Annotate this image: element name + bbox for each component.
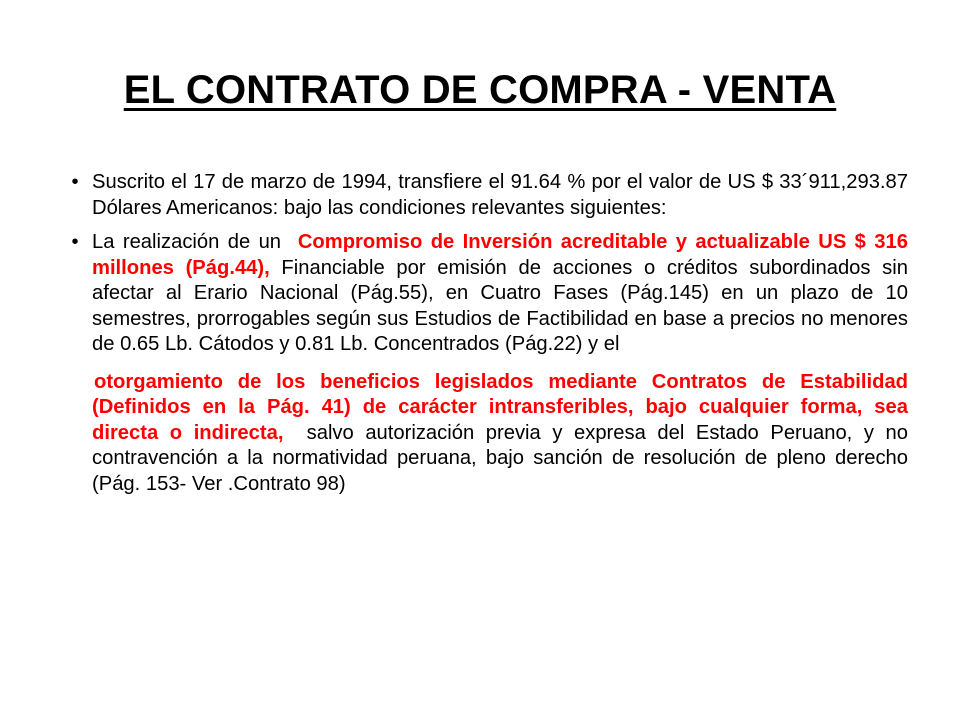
bullet-item-1 bbox=[71, 170, 908, 221]
bullet-text-before: La realización de un bbox=[92, 231, 298, 253]
bullet-marker: • bbox=[71, 231, 79, 253]
bullet-marker: • bbox=[71, 171, 79, 193]
paragraph-highlight: otorgamiento de los beneficios legislados mediante Contratos de Estabilidad (Definidos en la Pág. 41) de carácter intransferibles, bajo cualquier forma, sea directa o indirecta, bbox=[92, 370, 908, 444]
paragraph-text-after: salvo autorización previa y expresa del Estado Peruano, y no contravención a la normatividad peruana, bajo sanción de resolución de pleno derecho (Pág. 153- Ver .Contrato 98) bbox=[92, 421, 920, 495]
bullet-item-2 bbox=[71, 230, 908, 358]
bullet-text-after: Financiable por emisión de acciones o créditos subordinados sin afectar al Erario Nacional (Pág.55), en Cuatro Fases (Pág.145) en un plazo de 10 semestres, prorrogables según sus Estudios de Factibilidad en base a precios no menores de 0.65 Lb. Cátodos y 0.81 Lb. Concentrados (Pág.22) y el bbox=[92, 256, 908, 355]
slide-title: EL CONTRATO DE COMPRA - VENTA bbox=[123, 68, 837, 112]
continuation-paragraph bbox=[92, 370, 920, 498]
slide-body bbox=[71, 170, 920, 497]
bullet-text: Suscrito el 17 de marzo de 1994, transfiere el 91.64 % por el valor de US $ 33´911,293.87 Dólares Americanos: bajo las condiciones relevantes siguientes: bbox=[92, 171, 908, 219]
bullet-highlight: Compromiso de Inversión acreditable y actualizable US $ 316 millones (Pág.44), bbox=[92, 231, 908, 279]
